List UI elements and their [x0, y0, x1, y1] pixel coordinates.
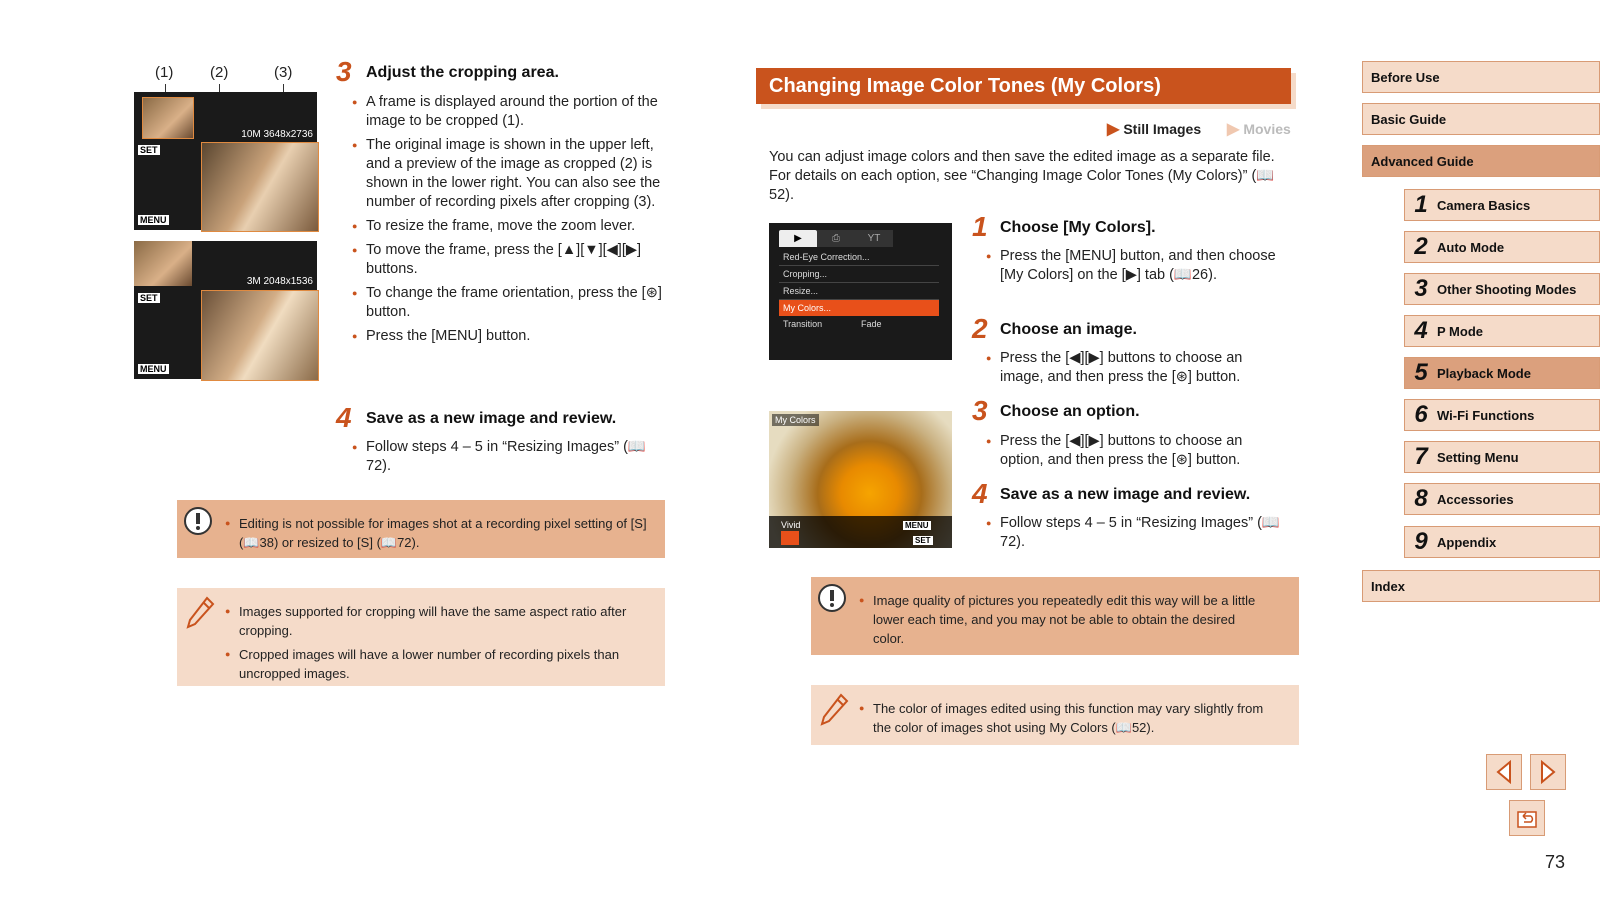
nav-chapter-3[interactable]: 3 Other Shooting Modes — [1404, 273, 1600, 305]
my-colors-label: My Colors — [772, 414, 819, 426]
original-thumbnail — [142, 97, 194, 139]
list-item: ● Images supported for cropping will have the same aspect ratio after cropping. — [225, 602, 655, 640]
menu-button-label: MENU — [140, 215, 167, 225]
list-item: ● Press the [◀][▶] buttons to choose an option, and then press the [⊛] button. — [986, 432, 1286, 470]
nav-advanced-guide[interactable]: Advanced Guide — [1362, 145, 1600, 177]
print-tab-icon: ⎙ — [817, 230, 855, 247]
step-3-bullets — [352, 93, 670, 351]
movies-tag: ▶ Movies — [1227, 121, 1291, 138]
list-item: ● The color of images edited using this function may vary slightly from the color of images shot using My Colors (📖52). — [859, 699, 1279, 737]
settings-tab-icon: YT — [855, 230, 893, 247]
menu-item: Red-Eye Correction... — [779, 249, 939, 266]
caution-icon — [817, 583, 847, 613]
cropped-preview-2 — [201, 290, 319, 381]
intro-text: You can adjust image colors and then save the edited image as a separate file. For details on each option, see “Changing Image Color Tones (My Colors)” (📖52). — [769, 149, 1275, 203]
nav-chapter-1[interactable]: 1 Camera Basics — [1404, 189, 1600, 221]
callout-2: (2) — [210, 64, 229, 81]
list-item: ● Press the [MENU] button. — [352, 327, 670, 346]
list-item: ● Follow steps 4 – 5 in “Resizing Images” (📖72). — [352, 438, 670, 476]
cropped-preview — [201, 142, 319, 232]
section-heading: Changing Image Color Tones (My Colors) — [769, 74, 1161, 97]
r-step-3-number: 3 — [972, 395, 988, 426]
r-step-4-number: 4 — [972, 478, 988, 509]
menu-item: Resize... — [779, 283, 939, 300]
note-box-right — [811, 685, 1299, 745]
set-button-label: SET — [140, 145, 158, 155]
step-3-number: 3 — [336, 56, 352, 87]
page-number: 73 — [1545, 852, 1566, 872]
callout-1: (1) — [155, 64, 174, 81]
play-icon: ▶ — [1107, 121, 1120, 138]
still-images-tag: ▶ Still Images — [1107, 121, 1202, 138]
crop-screen-2 — [134, 241, 317, 379]
r-step-3-title: Choose an option. — [1000, 403, 1140, 420]
r-step-4-title: Save as a new image and review. — [1000, 486, 1251, 503]
set-button-label-2: SET — [140, 293, 158, 303]
nav-chapter-9[interactable]: 9 Appendix — [1404, 526, 1600, 558]
my-colors-screenshot — [769, 411, 952, 548]
menu-button-label-3: MENU — [905, 521, 929, 530]
pencil-icon — [819, 693, 849, 727]
nav-before-use[interactable]: Before Use — [1362, 61, 1600, 93]
list-item: ● To move the frame, press the [▲][▼][◀][▶] buttons. — [352, 241, 670, 279]
back-button[interactable] — [1509, 800, 1545, 836]
original-thumbnail-2 — [134, 241, 192, 286]
step-4-title: Save as a new image and review. — [366, 410, 617, 427]
menu-button-label-2: MENU — [140, 364, 167, 374]
next-page-button[interactable] — [1530, 754, 1566, 790]
nav-chapter-4[interactable]: 4 P Mode — [1404, 315, 1600, 347]
list-item: ● Editing is not possible for images shot at a recording pixel setting of [S] (📖38) or resized to [S] (📖72). — [225, 514, 655, 552]
callout-3: (3) — [274, 64, 293, 81]
arrow-left-icon — [1494, 760, 1514, 784]
caution-box-right — [811, 577, 1299, 655]
list-item: ● The original image is shown in the upper left, and a preview of the image as cropped (2) is shown in the lower right. You can also see the number of recording pixels after cropping (3). — [352, 136, 670, 212]
nav-basic-guide[interactable]: Basic Guide — [1362, 103, 1600, 135]
arrow-right-icon — [1538, 760, 1558, 784]
r-step-1-title: Choose [My Colors]. — [1000, 219, 1156, 236]
list-item: ● Follow steps 4 – 5 in “Resizing Images” (📖72). — [986, 514, 1286, 552]
list-item: ● To change the frame orientation, press the [⊛] button. — [352, 284, 670, 322]
prev-page-button[interactable] — [1486, 754, 1522, 790]
step-4-bullets — [352, 438, 670, 481]
nav-chapter-2[interactable]: 2 Auto Mode — [1404, 231, 1600, 263]
thumb2-resolution: 3M 2048x1536 — [246, 276, 313, 287]
menu-item: Cropping... — [779, 266, 939, 283]
r-step-2-title: Choose an image. — [1000, 321, 1137, 338]
nav-chapter-5[interactable]: 5 Playback Mode — [1404, 357, 1600, 389]
step-4-number: 4 — [336, 402, 352, 433]
menu-item-transition: Transition Fade — [783, 319, 882, 329]
caution-icon — [183, 506, 213, 536]
r-step-1-number: 1 — [972, 211, 988, 242]
vivid-label: Vivid — [781, 520, 801, 530]
play-icon-disabled: ▶ — [1227, 121, 1240, 138]
nav-chapter-7[interactable]: 7 Setting Menu — [1404, 441, 1600, 473]
list-item: ● Cropped images will have a lower number of recording pixels than uncropped images. — [225, 645, 655, 683]
list-item: ● A frame is displayed around the portion of the image to be cropped (1). — [352, 93, 670, 131]
return-icon — [1515, 806, 1539, 830]
nav-chapter-6[interactable]: 6 Wi-Fi Functions — [1404, 399, 1600, 431]
list-item: ● Press the [◀][▶] buttons to choose an image, and then press the [⊛] button. — [986, 349, 1286, 387]
step-3-title: Adjust the cropping area. — [366, 64, 559, 81]
caution-box — [177, 500, 665, 558]
list-item: ● To resize the frame, move the zoom lever. — [352, 217, 670, 236]
list-item: ● Press the [MENU] button, and then choose [My Colors] on the [▶] tab (📖26). — [986, 247, 1286, 285]
thumb1-resolution: 10M 3648x2736 — [241, 129, 313, 140]
list-item: ● Image quality of pictures you repeatedly edit this way will be a little lower each time, and you may not be able to obtain the desired color. — [859, 591, 1269, 648]
section-heading-bar — [756, 68, 1291, 104]
set-button-label-3: SET — [915, 536, 931, 545]
menu-screenshot — [769, 223, 952, 360]
play-tab-icon: ▶ — [779, 230, 817, 247]
crop-screen-1 — [134, 92, 317, 230]
note-box — [177, 588, 665, 686]
pencil-icon — [185, 596, 215, 630]
menu-item-selected: My Colors... — [779, 300, 939, 316]
nav-chapter-8[interactable]: 8 Accessories — [1404, 483, 1600, 515]
r-step-2-number: 2 — [972, 313, 988, 344]
nav-index[interactable]: Index — [1362, 570, 1600, 602]
